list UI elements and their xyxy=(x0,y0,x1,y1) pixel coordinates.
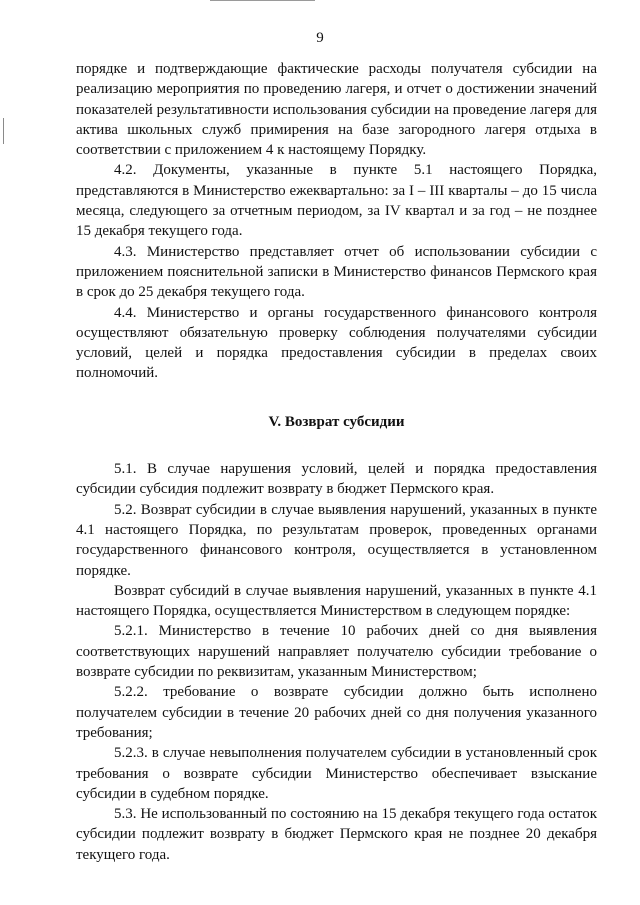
paragraph-4-3: 4.3. Министерство представляет отчет об использовании субсидии с приложением пояснительной записки в Министерство финансов Пермского края в срок до 25 декабря текущего года. xyxy=(76,243,597,301)
paragraph-5-1: 5.1. В случае нарушения условий, целей и порядка предоставления субсидии субсидия подлежит возврату в бюджет Пермского края. xyxy=(76,461,597,498)
paragraph-4-4: 4.4. Министерство и органы государственного финансового контроля осуществляют обязательную проверку соблюдения получателями субсидии условий, целей и порядка предоставления субсидии в пределах своих полномочий. xyxy=(76,304,597,382)
page-number: 9 xyxy=(316,30,324,46)
paragraph-5-2-2: 5.2.2. требование о возврате субсидии должно быть исполнено получателем субсидии в течение 20 рабочих дней со дня получения указанного требования; xyxy=(76,684,597,741)
section-title: V. Возврат субсидии xyxy=(268,413,405,430)
paragraph-5-3: 5.3. Не использованный по состоянию на 15 декабря текущего года остаток субсидии подлежит возврату в бюджет Пермского края не позднее 20 декабря текущего года. xyxy=(76,806,597,863)
paragraph-return-procedure: Возврат субсидий в случае выявления нарушений, указанных в пункте 4.1 настоящего Порядка, осуществляется Министерством в следующем порядке: xyxy=(76,582,597,620)
paragraph-4-2: 4.2. Документы, указанные в пункте 5.1 настоящего Порядка, представляются в Министерство ежеквартально: за I – III кварталы – до 15 числа месяца, следующего за отчетным периодом, за IV квартал и за год – не позднее 15 декабря текущего года. xyxy=(76,162,597,240)
document-body xyxy=(76,59,597,865)
paragraph-5-2-3: 5.2.3. в случае невыполнения получателем субсидии в установленный срок требования о возврате субсидии Министерство обеспечивает взыскание субсидии в судебном порядке. xyxy=(76,745,597,802)
paragraph-continuation: порядке и подтверждающие фактические расходы получателя субсидии на реализацию мероприятия по проведению лагеря, и отчет о достижении значений показателей результативности использования субсидии на проведение лагеря для актива школьных служб примирения на базе загородного лагеря отдыха в соответствии с приложением 4 к настоящему Порядку. xyxy=(76,61,597,159)
scan-artifact-top xyxy=(210,0,315,1)
paragraph-5-2-1: 5.2.1. Министерство в течение 10 рабочих дней со дня выявления соответствующих нарушений направляет получателю субсидии требование о возврате субсидии по реквизитам, указанным Министерством; xyxy=(76,623,597,681)
scan-artifact-left xyxy=(3,118,4,144)
paragraph-5-2: 5.2. Возврат субсидии в случае выявления нарушений, указанных в пункте 4.1 настоящего Порядка, по результатам проверок, проведенных органами государственного финансового контроля, осуществляется в установленном порядке. xyxy=(76,501,597,579)
